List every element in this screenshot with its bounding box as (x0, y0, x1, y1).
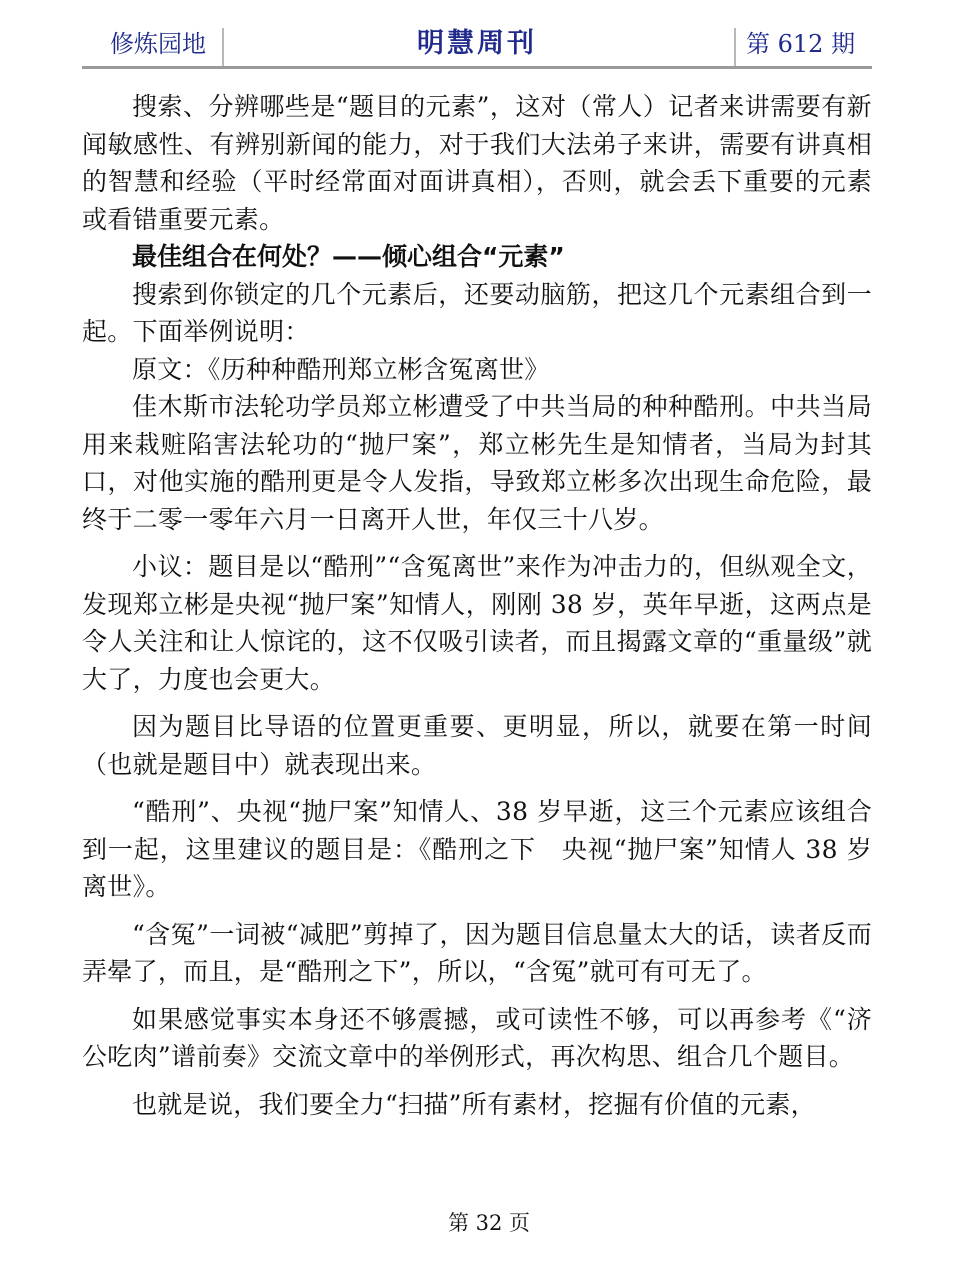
paragraph: 因为题目比导语的位置更重要、更明显，所以，就要在第一时间（也就是题目中）就表现出来。 (82, 712, 872, 779)
article-body (82, 88, 872, 1123)
paragraph: 也就是说，我们要全力“扫描”所有素材，挖掘有价值的元素， (132, 1089, 816, 1119)
paragraph: 搜索到你锁定的几个元素后，还要动脑筋，把这几个元素组合到一起。下面举例说明： (82, 279, 872, 346)
section-name: 修炼园地 (110, 30, 206, 58)
issue-number: 第 612 期 (746, 30, 856, 58)
page-header (82, 24, 872, 68)
publication-title: 明慧周刊 (417, 28, 537, 59)
paragraph: 搜索、分辨哪些是“题目的元素”，这对（常人）记者来讲需要有新闻敏感性、有辨别新闻的能力，对于我们大法弟子来讲，需要有讲真相的智慧和经验（平时经常面对面讲真相），否则，就会丢下重要的元素或看错重要元素。 (82, 92, 872, 234)
header-rule (82, 66, 872, 69)
paragraph: 佳木斯市法轮功学员郑立彬遭受了中共当局的种种酷刑。中共当局用来栽赃陷害法轮功的“抛尸案”，郑立彬先生是知情者，当局为封其口，对他实施的酷刑更是令人发指，导致郑立彬多次出现生命危险，最终于二零一零年六月一日离开人世，年仅三十八岁。 (82, 392, 872, 534)
page-number: 第 32 页 (447, 1211, 531, 1235)
section-subheading: 最佳组合在何处？——倾心组合“元素” (132, 242, 565, 271)
original-title-line: 原文：《历种种酷刑郑立彬含冤离世》 (132, 354, 550, 384)
header-divider-right (734, 28, 736, 66)
paragraph: “酷刑”、央视“抛尸案”知情人、38 岁早逝，这三个元素应该组合到一起，这里建议的题目是：《酷刑之下 央视“抛尸案”知情人 38 岁离世》。 (82, 797, 873, 901)
paragraph: 如果感觉事实本身还不够震撼，或可读性不够，可以再参考《“济公吃肉”谱前奏》交流文章中的举例形式，再次构思、组合几个题目。 (82, 1004, 872, 1071)
paragraph: “含冤”一词被“减肥”剪掉了，因为题目信息量太大的话，读者反而弄晕了，而且，是“酷刑之下”，所以，“含冤”就可有可无了。 (82, 919, 872, 986)
paragraph: 小议：题目是以“酷刑”“含冤离世”来作为冲击力的，但纵观全文，发现郑立彬是央视“抛尸案”知情人，刚刚 38 岁，英年早逝，这两点是令人关注和让人惊诧的，这不仅吸引读者，而且揭露文章的“重量级”就大了，力度也会更大。 (82, 552, 872, 694)
